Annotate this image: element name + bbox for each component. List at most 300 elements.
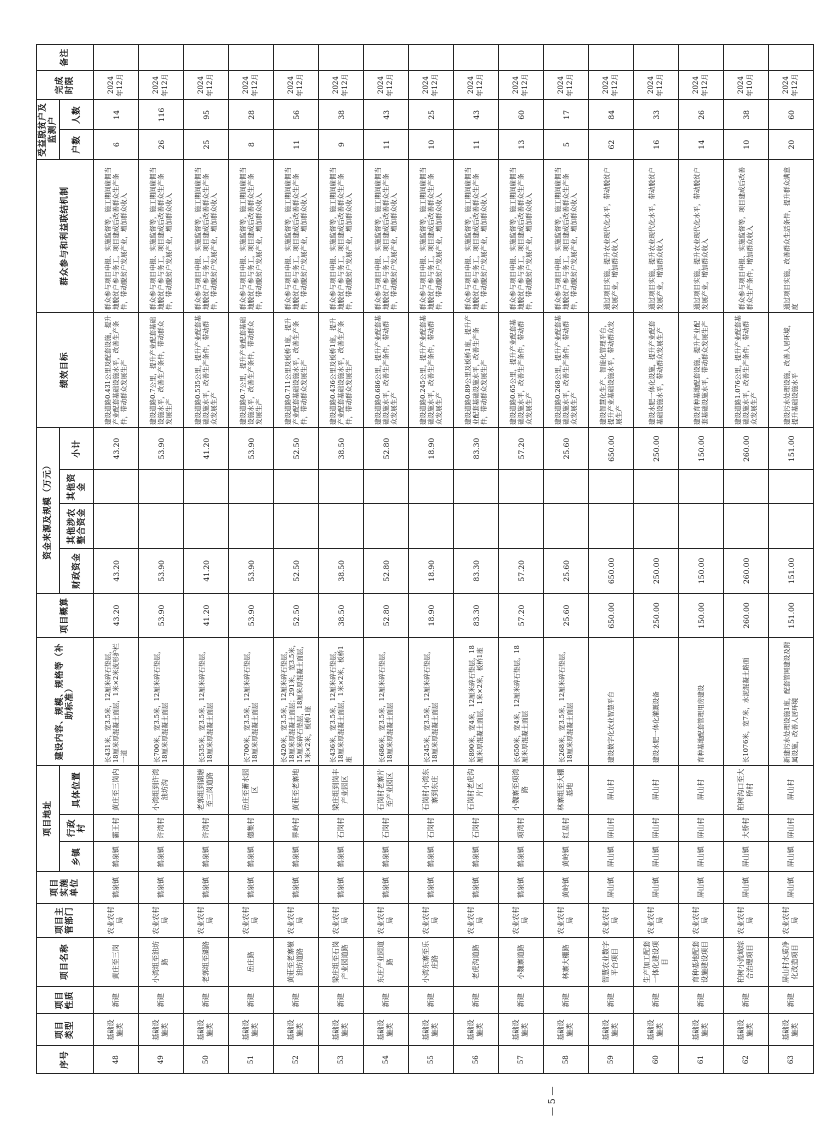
cell-completion: 2024年12月 <box>679 70 724 100</box>
table-row <box>364 45 409 1074</box>
header-fiscal: 财政资金 <box>60 549 94 594</box>
cell-households: 9 <box>319 130 364 160</box>
cell-village: 石岗村 <box>409 814 454 842</box>
cell-mechanism: 群众参与项目申报、实施监督等，施工期间雇佣当地脱贫户参与务工，项目建成后改善群众生产条件，带动脱贫户发展产业，增加群众收入 <box>364 159 409 312</box>
cell-households: 11 <box>454 130 499 160</box>
header-other-integrated: 其他涉农整合资金 <box>60 504 94 549</box>
cell-name: 黄莊至老寨嶺油坊道路 <box>274 937 319 986</box>
cell-type: 基础设施类 <box>499 1014 544 1046</box>
cell-content: 长436米，宽3.5米，12厘米碎石垫层，18厘米厚混凝土面层，1米×2米，板桥1座 <box>319 638 364 766</box>
cell-village: 红星村 <box>544 814 589 842</box>
cell-village: 屏山村 <box>634 814 679 842</box>
cell-township: 鹤泉镇 <box>94 842 139 872</box>
header-households: 户数 <box>60 130 94 160</box>
cell-township: 屏山镇 <box>769 842 814 872</box>
cell-position: 石岗村老虎沟片区 <box>454 765 499 814</box>
cell-other <box>454 470 499 504</box>
cell-name: 生产加工配套一体化建设项目 <box>634 937 679 986</box>
cell-remarks <box>139 45 184 71</box>
cell-other-integrated <box>319 504 364 549</box>
cell-dept: 农业农村局 <box>679 903 724 937</box>
cell-budget: 57.20 <box>499 593 544 638</box>
cell-mechanism: 群众参与项目申报、实施监督等，施工期间雇佣当地脱贫户参与务工，项目建成后改善群众生产条件，带动脱贫户发展产业，增加群众收入 <box>544 159 589 312</box>
cell-fiscal: 650.00 <box>589 549 634 594</box>
cell-subtotal: 83.30 <box>454 427 499 470</box>
cell-other-integrated <box>589 504 634 549</box>
cell-dept: 农业农村局 <box>634 903 679 937</box>
cell-households: 20 <box>769 130 814 160</box>
cell-other-integrated <box>499 504 544 549</box>
cell-nature: 新建 <box>769 986 814 1014</box>
cell-fiscal: 260.00 <box>724 549 769 594</box>
cell-seq: 51 <box>229 1046 274 1074</box>
cell-persons: 28 <box>229 100 274 130</box>
cell-dept: 农业农村局 <box>454 903 499 937</box>
cell-persons: 95 <box>184 100 229 130</box>
cell-budget: 83.30 <box>454 593 499 638</box>
table-row <box>409 45 454 1074</box>
cell-fiscal: 151.00 <box>769 549 814 594</box>
cell-name: 梁庄组至石岗产业园道路 <box>319 937 364 986</box>
cell-nature: 新建 <box>409 986 454 1014</box>
cell-persons: 25 <box>409 100 454 130</box>
cell-fiscal: 41.20 <box>184 549 229 594</box>
cell-budget: 150.00 <box>679 593 724 638</box>
cell-other <box>589 470 634 504</box>
cell-name: 柏树小流域综合治理项目 <box>724 937 769 986</box>
cell-position: 梁庄组到岗丰产业园区 <box>319 765 364 814</box>
cell-budget: 18.90 <box>409 593 454 638</box>
cell-name: 林寨大棚路 <box>544 937 589 986</box>
cell-goal: 建设道路0.436公里及板桥1座，提升产业配套基础设施水平，改善生产条件，带动群众发展生产 <box>319 313 364 428</box>
cell-households: 11 <box>364 130 409 160</box>
header-position: 具体位置 <box>60 765 94 814</box>
cell-unit: 鹤泉镇 <box>94 872 139 904</box>
cell-name: 屏山村水质净化改造项目 <box>769 937 814 986</box>
cell-type: 基础设施类 <box>589 1014 634 1046</box>
cell-subtotal: 43.20 <box>94 427 139 470</box>
cell-other <box>184 470 229 504</box>
cell-unit: 黄岭镇 <box>544 872 589 904</box>
cell-township: 鹤泉镇 <box>139 842 184 872</box>
cell-township: 黄岭镇 <box>544 842 589 872</box>
cell-name: 育种基地配套设施建设项目 <box>679 937 724 986</box>
cell-position: 岳庄至蓄水园区 <box>229 765 274 814</box>
cell-dept: 农业农村局 <box>94 903 139 937</box>
header-subtotal: 小计 <box>60 427 94 470</box>
cell-fiscal: 25.60 <box>544 549 589 594</box>
cell-position: 屏山村 <box>589 765 634 814</box>
cell-type: 基础设施类 <box>139 1014 184 1046</box>
cell-other-integrated <box>229 504 274 549</box>
cell-households: 10 <box>409 130 454 160</box>
table-row <box>229 45 274 1074</box>
cell-fiscal: 18.90 <box>409 549 454 594</box>
cell-content: 长890米，宽4米，12厘米碎石垫层，18厘米厚混凝土面层，1米×2米，板桥1座 <box>454 638 499 766</box>
cell-unit: 屏山镇 <box>634 872 679 904</box>
cell-unit: 鹤泉镇 <box>184 872 229 904</box>
cell-nature: 新建 <box>184 986 229 1014</box>
cell-content: 长420米，宽3.5米，12厘米碎石垫层，18厘米厚混凝土面层；291米，宽3.5米，15厘米碎石垫层，18厘米厚混凝土面层，1米×2米，板桥1座 <box>274 638 319 766</box>
cell-content: 建设水肥一体化灌溉设备 <box>634 638 679 766</box>
cell-households: 5 <box>544 130 589 160</box>
table-row <box>634 45 679 1074</box>
cell-content: 长700米，宽3.5米，12厘米碎石垫层，18厘米厚混凝土面层 <box>139 638 184 766</box>
cell-subtotal: 18.90 <box>409 427 454 470</box>
cell-completion: 2024年12月 <box>499 70 544 100</box>
cell-completion: 2024年12月 <box>229 70 274 100</box>
cell-nature: 新建 <box>634 986 679 1014</box>
cell-unit: 屏山镇 <box>769 872 814 904</box>
table-row <box>499 45 544 1074</box>
cell-township: 屏山镇 <box>589 842 634 872</box>
cell-type: 基础设施类 <box>409 1014 454 1046</box>
cell-remarks <box>679 45 724 71</box>
cell-type: 基础设施类 <box>454 1014 499 1046</box>
cell-seq: 60 <box>634 1046 679 1074</box>
cell-content: 长268米，宽3.5米，12厘米碎石垫层，18厘米厚混凝土面层 <box>544 638 589 766</box>
cell-subtotal: 41.20 <box>184 427 229 470</box>
cell-remarks <box>454 45 499 71</box>
cell-unit: 鹤泉镇 <box>274 872 319 904</box>
header-name: 项目名称 <box>37 937 94 986</box>
cell-subtotal: 650.00 <box>589 427 634 470</box>
cell-seq: 63 <box>769 1046 814 1074</box>
cell-budget: 250.00 <box>634 593 679 638</box>
cell-persons: 43 <box>364 100 409 130</box>
cell-other-integrated <box>184 504 229 549</box>
cell-mechanism: 通过项目实施，提升农业现代化水平，带动脱贫户发展产业，增加群众收入 <box>679 159 724 312</box>
cell-completion: 2024年12月 <box>364 70 409 100</box>
cell-other <box>679 470 724 504</box>
cell-type: 基础设施类 <box>184 1014 229 1046</box>
cell-households: 14 <box>679 130 724 160</box>
cell-mechanism: 群众参与项目申报、实施监督等，施工期间雇佣当地脱贫户参与务工，项目建成后改善群众生产条件，带动脱贫户发展产业，增加群众收入 <box>499 159 544 312</box>
cell-budget: 151.00 <box>769 593 814 638</box>
cell-other-integrated <box>94 504 139 549</box>
cell-remarks <box>634 45 679 71</box>
header-seq: 序号 <box>37 1046 94 1074</box>
cell-fiscal: 150.00 <box>679 549 724 594</box>
cell-nature: 新建 <box>364 986 409 1014</box>
cell-goal: 建设育种基地配套设施，提升产业配套基础设施水平，带动群众发展生产 <box>679 313 724 428</box>
cell-budget: 25.60 <box>544 593 589 638</box>
cell-budget: 53.90 <box>229 593 274 638</box>
cell-households: 8 <box>229 130 274 160</box>
cell-goal: 建设道路0.245公里，提升产业配套基础设施水平，改善生产条件，带动群众发展生产 <box>409 313 454 428</box>
cell-position: 林寨组至大棚基地 <box>544 765 589 814</box>
cell-households: 26 <box>139 130 184 160</box>
cell-remarks <box>94 45 139 71</box>
cell-nature: 新建 <box>679 986 724 1014</box>
cell-content: 长535米，宽3.5米，12厘米碎石垫层，18厘米厚混凝土面层 <box>184 638 229 766</box>
cell-budget: 41.20 <box>184 593 229 638</box>
cell-other <box>769 470 814 504</box>
cell-other <box>634 470 679 504</box>
cell-township: 鹤泉镇 <box>229 842 274 872</box>
cell-seq: 50 <box>184 1046 229 1074</box>
cell-seq: 57 <box>499 1046 544 1074</box>
header-completion: 完成时限 <box>37 70 94 100</box>
cell-unit: 屏山镇 <box>679 872 724 904</box>
header-other: 其他资金 <box>60 470 94 504</box>
cell-other-integrated <box>634 504 679 549</box>
cell-seq: 56 <box>454 1046 499 1074</box>
cell-fiscal: 52.80 <box>364 549 409 594</box>
cell-other <box>94 470 139 504</box>
cell-mechanism: 通过项目实施，提升农业现代化水平，带动脱贫户发展产业，增加群众收入 <box>589 159 634 312</box>
cell-type: 基础设施类 <box>94 1014 139 1046</box>
cell-content: 长431米，宽3.5米，12厘米碎石垫层，18厘米厚混凝土面层，1米×2米波形护栏一道 <box>94 638 139 766</box>
cell-remarks <box>274 45 319 71</box>
cell-goal: 建设道路0.686公里，提升产业配套基础设施水平，改善生产条件，带动群众发展生产 <box>364 313 409 428</box>
cell-fiscal: 53.90 <box>229 549 274 594</box>
cell-village: 霸王村 <box>94 814 139 842</box>
cell-village: 屏山村 <box>769 814 814 842</box>
cell-village: 德集村 <box>229 814 274 842</box>
cell-nature: 新建 <box>724 986 769 1014</box>
cell-fiscal: 250.00 <box>634 549 679 594</box>
cell-other-integrated <box>769 504 814 549</box>
cell-dept: 农业农村局 <box>544 903 589 937</box>
cell-unit: 屏山镇 <box>724 872 769 904</box>
cell-unit: 屏山镇 <box>589 872 634 904</box>
cell-other-integrated <box>139 504 184 549</box>
cell-other-integrated <box>724 504 769 549</box>
cell-seq: 48 <box>94 1046 139 1074</box>
cell-name: 小魏寨道路 <box>499 937 544 986</box>
cell-fiscal: 57.20 <box>499 549 544 594</box>
cell-position: 小湾组到许湾油坊沟 <box>139 765 184 814</box>
cell-mechanism: 通过项目实施，提升农业现代化水平，带动脱贫户发展产业，增加群众收入 <box>634 159 679 312</box>
cell-township: 鹤泉镇 <box>454 842 499 872</box>
cell-goal: 建设道路0.89公里及板桥1座，提升产业配套基础设施水平，改善生产条件，带动群众发展生产 <box>454 313 499 428</box>
cell-completion: 2024年12月 <box>634 70 679 100</box>
cell-subtotal: 52.80 <box>364 427 409 470</box>
cell-households: 16 <box>634 130 679 160</box>
cell-households: 62 <box>589 130 634 160</box>
cell-budget: 260.00 <box>724 593 769 638</box>
cell-content: 新建污水处理设施1座，配套管网建设及附属设施，改善人居环境 <box>769 638 814 766</box>
cell-seq: 62 <box>724 1046 769 1074</box>
cell-mechanism: 群众参与项目申报、实施监督等，施工期间雇佣当地脱贫户参与务工，项目建成后改善群众生产条件，带动脱贫户发展产业，增加群众收入 <box>409 159 454 312</box>
cell-remarks <box>769 45 814 71</box>
cell-households: 25 <box>184 130 229 160</box>
cell-unit: 鹤泉镇 <box>454 872 499 904</box>
cell-completion: 2024年12月 <box>94 70 139 100</box>
cell-name: 小湾东寨至乐庄路 <box>409 937 454 986</box>
cell-goal: 建设道路0.7公里，提升产业配套基础设施水平，改善生产条件，带动群众发展生产 <box>229 313 274 428</box>
cell-nature: 新建 <box>319 986 364 1014</box>
cell-goal: 建设道路1.076公里，提升产业配套基础设施水平，改善生产条件，带动群众发展生产 <box>724 313 769 428</box>
cell-position: 石岗村小湾东寨到东庄 <box>409 765 454 814</box>
table-row <box>724 45 769 1074</box>
cell-remarks <box>364 45 409 71</box>
cell-type: 基础设施类 <box>274 1014 319 1046</box>
cell-subtotal: 53.90 <box>229 427 274 470</box>
cell-remarks <box>499 45 544 71</box>
cell-seq: 59 <box>589 1046 634 1074</box>
cell-other <box>274 470 319 504</box>
cell-mechanism: 群众参与项目申报、实施监督等，施工期间雇佣当地脱贫户参与务工，项目建成后改善群众生产条件，带动脱贫户发展产业，增加群众收入 <box>139 159 184 312</box>
cell-village: 石岗村 <box>454 814 499 842</box>
cell-position: 屏山村 <box>769 765 814 814</box>
cell-dept: 农业农村局 <box>724 903 769 937</box>
cell-township: 屏山镇 <box>724 842 769 872</box>
cell-nature: 新建 <box>589 986 634 1014</box>
cell-remarks <box>589 45 634 71</box>
cell-content: 长686米，宽3.5米，12厘米碎石垫层，18厘米厚混凝土面层 <box>364 638 409 766</box>
cell-completion: 2024年12月 <box>544 70 589 100</box>
cell-subtotal: 151.00 <box>769 427 814 470</box>
header-location-group: 项目地址 <box>37 765 60 871</box>
cell-village: 许湾村 <box>184 814 229 842</box>
cell-content: 长245米，宽3.5米，12厘米碎石垫层，18厘米厚混凝土面层 <box>409 638 454 766</box>
cell-goal: 建设水肥一体化设施，提升产业配套基础设施水平，带动群众发展生产 <box>634 313 679 428</box>
cell-households: 13 <box>499 130 544 160</box>
cell-mechanism: 群众参与项目申报、实施监督等，施工期间雇佣当地脱贫户参与务工，项目建成后改善群众生产条件，带动脱贫户发展产业，增加群众收入 <box>319 159 364 312</box>
cell-village: 石岗村 <box>364 814 409 842</box>
cell-budget: 650.00 <box>589 593 634 638</box>
header-township: 乡镇 <box>60 842 94 872</box>
header-nature: 项目性质 <box>37 986 94 1014</box>
cell-goal: 建设道路0.711公里及板桥1座，提升产业配套基础设施水平，改善生产条件，带动群众发展生产 <box>274 313 319 428</box>
cell-budget: 38.50 <box>319 593 364 638</box>
cell-position: 黄庄至三岗内 <box>94 765 139 814</box>
cell-persons: 60 <box>769 100 814 130</box>
cell-remarks <box>184 45 229 71</box>
cell-seq: 49 <box>139 1046 184 1074</box>
cell-content: 长1076米，宽7米，水泥混凝土路面 <box>724 638 769 766</box>
cell-mechanism: 群众参与项目申报、实施监督等，施工期间雇佣当地脱贫户参与务工，项目建成后改善群众生产条件，带动脱贫户发展产业，增加群众收入 <box>274 159 319 312</box>
cell-goal: 建设污水处理设施，改善人居环境，提升基础设施水平 <box>769 313 814 428</box>
cell-completion: 2024年10月 <box>724 70 769 100</box>
cell-type: 基础设施类 <box>679 1014 724 1046</box>
header-unit: 项目实施单位 <box>37 872 94 904</box>
cell-other <box>229 470 274 504</box>
cell-nature: 新建 <box>229 986 274 1014</box>
cell-other-integrated <box>544 504 589 549</box>
cell-dept: 农业农村局 <box>364 903 409 937</box>
table-row <box>589 45 634 1074</box>
cell-subtotal: 250.00 <box>634 427 679 470</box>
cell-dept: 农业农村局 <box>184 903 229 937</box>
cell-content: 育种基地配套管理用房建设 <box>679 638 724 766</box>
cell-persons: 17 <box>544 100 589 130</box>
cell-nature: 新建 <box>544 986 589 1014</box>
cell-subtotal: 150.00 <box>679 427 724 470</box>
cell-persons: 84 <box>589 100 634 130</box>
cell-households: 6 <box>94 130 139 160</box>
cell-position: 屏山村 <box>679 765 724 814</box>
cell-completion: 2024年12月 <box>184 70 229 100</box>
cell-village: 许湾村 <box>139 814 184 842</box>
cell-goal: 建设道路0.431公里及配套设施，提升产业配套基础设施水平，改善生产条件，带动群众发展生产 <box>94 313 139 428</box>
cell-fiscal: 83.30 <box>454 549 499 594</box>
cell-village: 石岗村 <box>319 814 364 842</box>
cell-name: 岳庄路 <box>229 937 274 986</box>
header-type: 项目类型 <box>37 1014 94 1046</box>
cell-remarks <box>409 45 454 71</box>
cell-persons: 56 <box>274 100 319 130</box>
cell-persons: 43 <box>454 100 499 130</box>
cell-type: 基础设施类 <box>229 1014 274 1046</box>
cell-unit: 鹤泉镇 <box>409 872 454 904</box>
cell-mechanism: 群众参与项目申报、实施监督等，施工期间雇佣当地脱贫户参与务工，项目建成后改善群众生产条件，带动脱贫户发展产业，增加群众收入 <box>184 159 229 312</box>
cell-goal: 建设道路0.65公里，提升产业配套基础设施水平，改善生产条件，带动群众发展生产 <box>499 313 544 428</box>
cell-township: 鹤泉镇 <box>409 842 454 872</box>
cell-township: 鹤泉镇 <box>274 842 319 872</box>
table-row <box>679 45 724 1074</box>
cell-name: 老虎沟道路 <box>454 937 499 986</box>
cell-subtotal: 25.60 <box>544 427 589 470</box>
cell-content: 长650米，宽4米，12厘米碎石垫层，18厘米厚混凝土面层 <box>499 638 544 766</box>
cell-other <box>319 470 364 504</box>
cell-dept: 农业农村局 <box>589 903 634 937</box>
cell-subtotal: 38.50 <box>319 427 364 470</box>
header-content: 建设内容、规模、规格等（补助标准） <box>37 638 94 766</box>
cell-village: 界岭村 <box>274 814 319 842</box>
cell-seq: 54 <box>364 1046 409 1074</box>
cell-dept: 农业农村局 <box>319 903 364 937</box>
cell-goal: 建设道路0.268公里，提升产业配套基础设施水平，改善生产条件，带动群众发展生产 <box>544 313 589 428</box>
cell-township: 屏山镇 <box>679 842 724 872</box>
cell-position: 柏树沟口至大桥村 <box>724 765 769 814</box>
cell-nature: 新建 <box>94 986 139 1014</box>
cell-persons: 38 <box>319 100 364 130</box>
cell-type: 基础设施类 <box>769 1014 814 1046</box>
cell-name: 东庄产业园道路 <box>364 937 409 986</box>
cell-other <box>139 470 184 504</box>
cell-goal: 建设道路0.535公里，提升产业配套基础设施水平，改善生产条件，带动群众发展生产 <box>184 313 229 428</box>
cell-type: 基础设施类 <box>319 1014 364 1046</box>
cell-dept: 农业农村局 <box>499 903 544 937</box>
cell-subtotal: 52.50 <box>274 427 319 470</box>
cell-mechanism: 群众参与项目申报、实施监督等，施工期间雇佣当地脱贫户参与务工，项目建成后改善群众生产条件，带动脱贫户发展产业，增加群众收入 <box>454 159 499 312</box>
table-row <box>94 45 139 1074</box>
cell-nature: 新建 <box>499 986 544 1014</box>
cell-unit: 鹤泉镇 <box>364 872 409 904</box>
cell-persons: 38 <box>724 100 769 130</box>
cell-completion: 2024年12月 <box>139 70 184 100</box>
cell-township: 鹤泉镇 <box>364 842 409 872</box>
table-row <box>319 45 364 1074</box>
cell-nature: 新建 <box>454 986 499 1014</box>
cell-name: 黄庄至三岗 <box>94 937 139 986</box>
cell-type: 基础设施类 <box>634 1014 679 1046</box>
cell-households: 10 <box>724 130 769 160</box>
cell-unit: 鹤泉镇 <box>499 872 544 904</box>
cell-township: 鹤泉镇 <box>499 842 544 872</box>
cell-type: 基础设施类 <box>544 1014 589 1046</box>
table-row <box>139 45 184 1074</box>
cell-dept: 农业农村局 <box>274 903 319 937</box>
cell-mechanism: 群众参与项目申报、实施监督等，施工期间雇佣当地脱贫户参与务工，项目建成后改善群众生产条件，带动脱贫户发展产业，增加群众收入 <box>94 159 139 312</box>
cell-persons: 33 <box>634 100 679 130</box>
cell-unit: 鹤泉镇 <box>139 872 184 904</box>
table-row <box>184 45 229 1074</box>
cell-name: 小湾组至油坊路 <box>139 937 184 986</box>
header-persons: 人数 <box>60 100 94 130</box>
cell-completion: 2024年12月 <box>319 70 364 100</box>
cell-unit: 鹤泉镇 <box>229 872 274 904</box>
cell-position: 小魏寨至项湾路 <box>499 765 544 814</box>
cell-budget: 53.90 <box>139 593 184 638</box>
cell-dept: 农业农村局 <box>769 903 814 937</box>
cell-name: 老郭组至湖路 <box>184 937 229 986</box>
cell-seq: 61 <box>679 1046 724 1074</box>
cell-subtotal: 260.00 <box>724 427 769 470</box>
